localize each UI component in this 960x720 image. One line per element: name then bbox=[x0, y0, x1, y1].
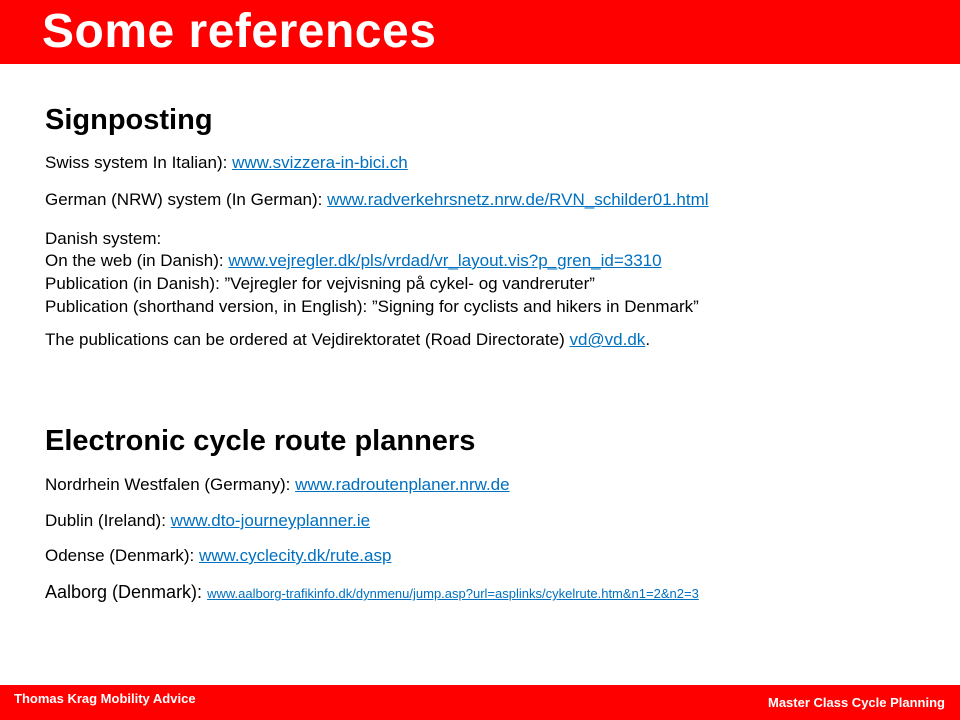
planner-label-nrw: Nordrhein Westfalen (Germany): bbox=[45, 475, 296, 494]
planner-label-aalborg: Aalborg (Denmark): bbox=[45, 582, 208, 602]
planner-label-odense: Odense (Denmark): bbox=[45, 546, 199, 565]
page-title: Some references bbox=[42, 5, 437, 58]
footer-banner bbox=[0, 685, 960, 720]
order-line bbox=[45, 330, 650, 350]
danish-web-label: On the web (in Danish): bbox=[45, 251, 229, 270]
footer-course: Master Class Cycle Planning bbox=[767, 695, 945, 710]
order-end: . bbox=[645, 330, 651, 349]
danish-web-line bbox=[45, 251, 662, 271]
publication-english-line: Publication (shorthand version, in English): ”Signing for cyclists and hikers in Denmark” bbox=[45, 297, 699, 316]
swiss-system-link[interactable]: www.svizzera-in-bici.ch bbox=[232, 153, 408, 172]
footer-author: Thomas Krag Mobility Advice bbox=[14, 691, 196, 706]
swiss-system-label: Swiss system In Italian): bbox=[45, 153, 233, 172]
planners-heading: Electronic cycle route planners bbox=[45, 425, 476, 457]
planner-link-aalborg[interactable]: www.aalborg-trafikinfo.dk/dynmenu/jump.asp?url=asplinks/cykelrute.htm&n1=2&n2=3 bbox=[207, 586, 699, 601]
danish-system-heading: Danish system: bbox=[45, 229, 162, 248]
planner-label-dublin: Dublin (Ireland): bbox=[45, 511, 171, 530]
planner-item-nrw bbox=[45, 475, 510, 495]
order-email-link[interactable]: vd@vd.dk bbox=[569, 330, 646, 349]
german-system-line bbox=[45, 190, 709, 210]
signposting-heading: Signposting bbox=[45, 104, 213, 136]
planner-item-dublin bbox=[45, 511, 370, 531]
publication-danish-line: Publication (in Danish): ”Vejregler for vejvisning på cykel- og vandreruter” bbox=[45, 274, 595, 293]
planner-link-dublin[interactable]: www.dto-journeyplanner.ie bbox=[170, 511, 371, 530]
german-system-link[interactable]: www.radverkehrsnetz.nrw.de/RVN_schilder01.html bbox=[327, 190, 709, 209]
planner-link-nrw[interactable]: www.radroutenplaner.nrw.de bbox=[295, 475, 510, 494]
planner-link-odense[interactable]: www.cyclecity.dk/rute.asp bbox=[199, 546, 392, 565]
swiss-system-line bbox=[45, 153, 408, 173]
order-label: The publications can be ordered at Vejdirektoratet (Road Directorate) bbox=[45, 330, 570, 349]
danish-web-link[interactable]: www.vejregler.dk/pls/vrdad/vr_layout.vis?p_gren_id=3310 bbox=[228, 251, 662, 270]
planner-item-odense bbox=[45, 546, 391, 566]
title-banner bbox=[0, 0, 960, 64]
planner-item-aalborg bbox=[45, 582, 699, 604]
german-system-label: German (NRW) system (In German): bbox=[45, 190, 328, 209]
